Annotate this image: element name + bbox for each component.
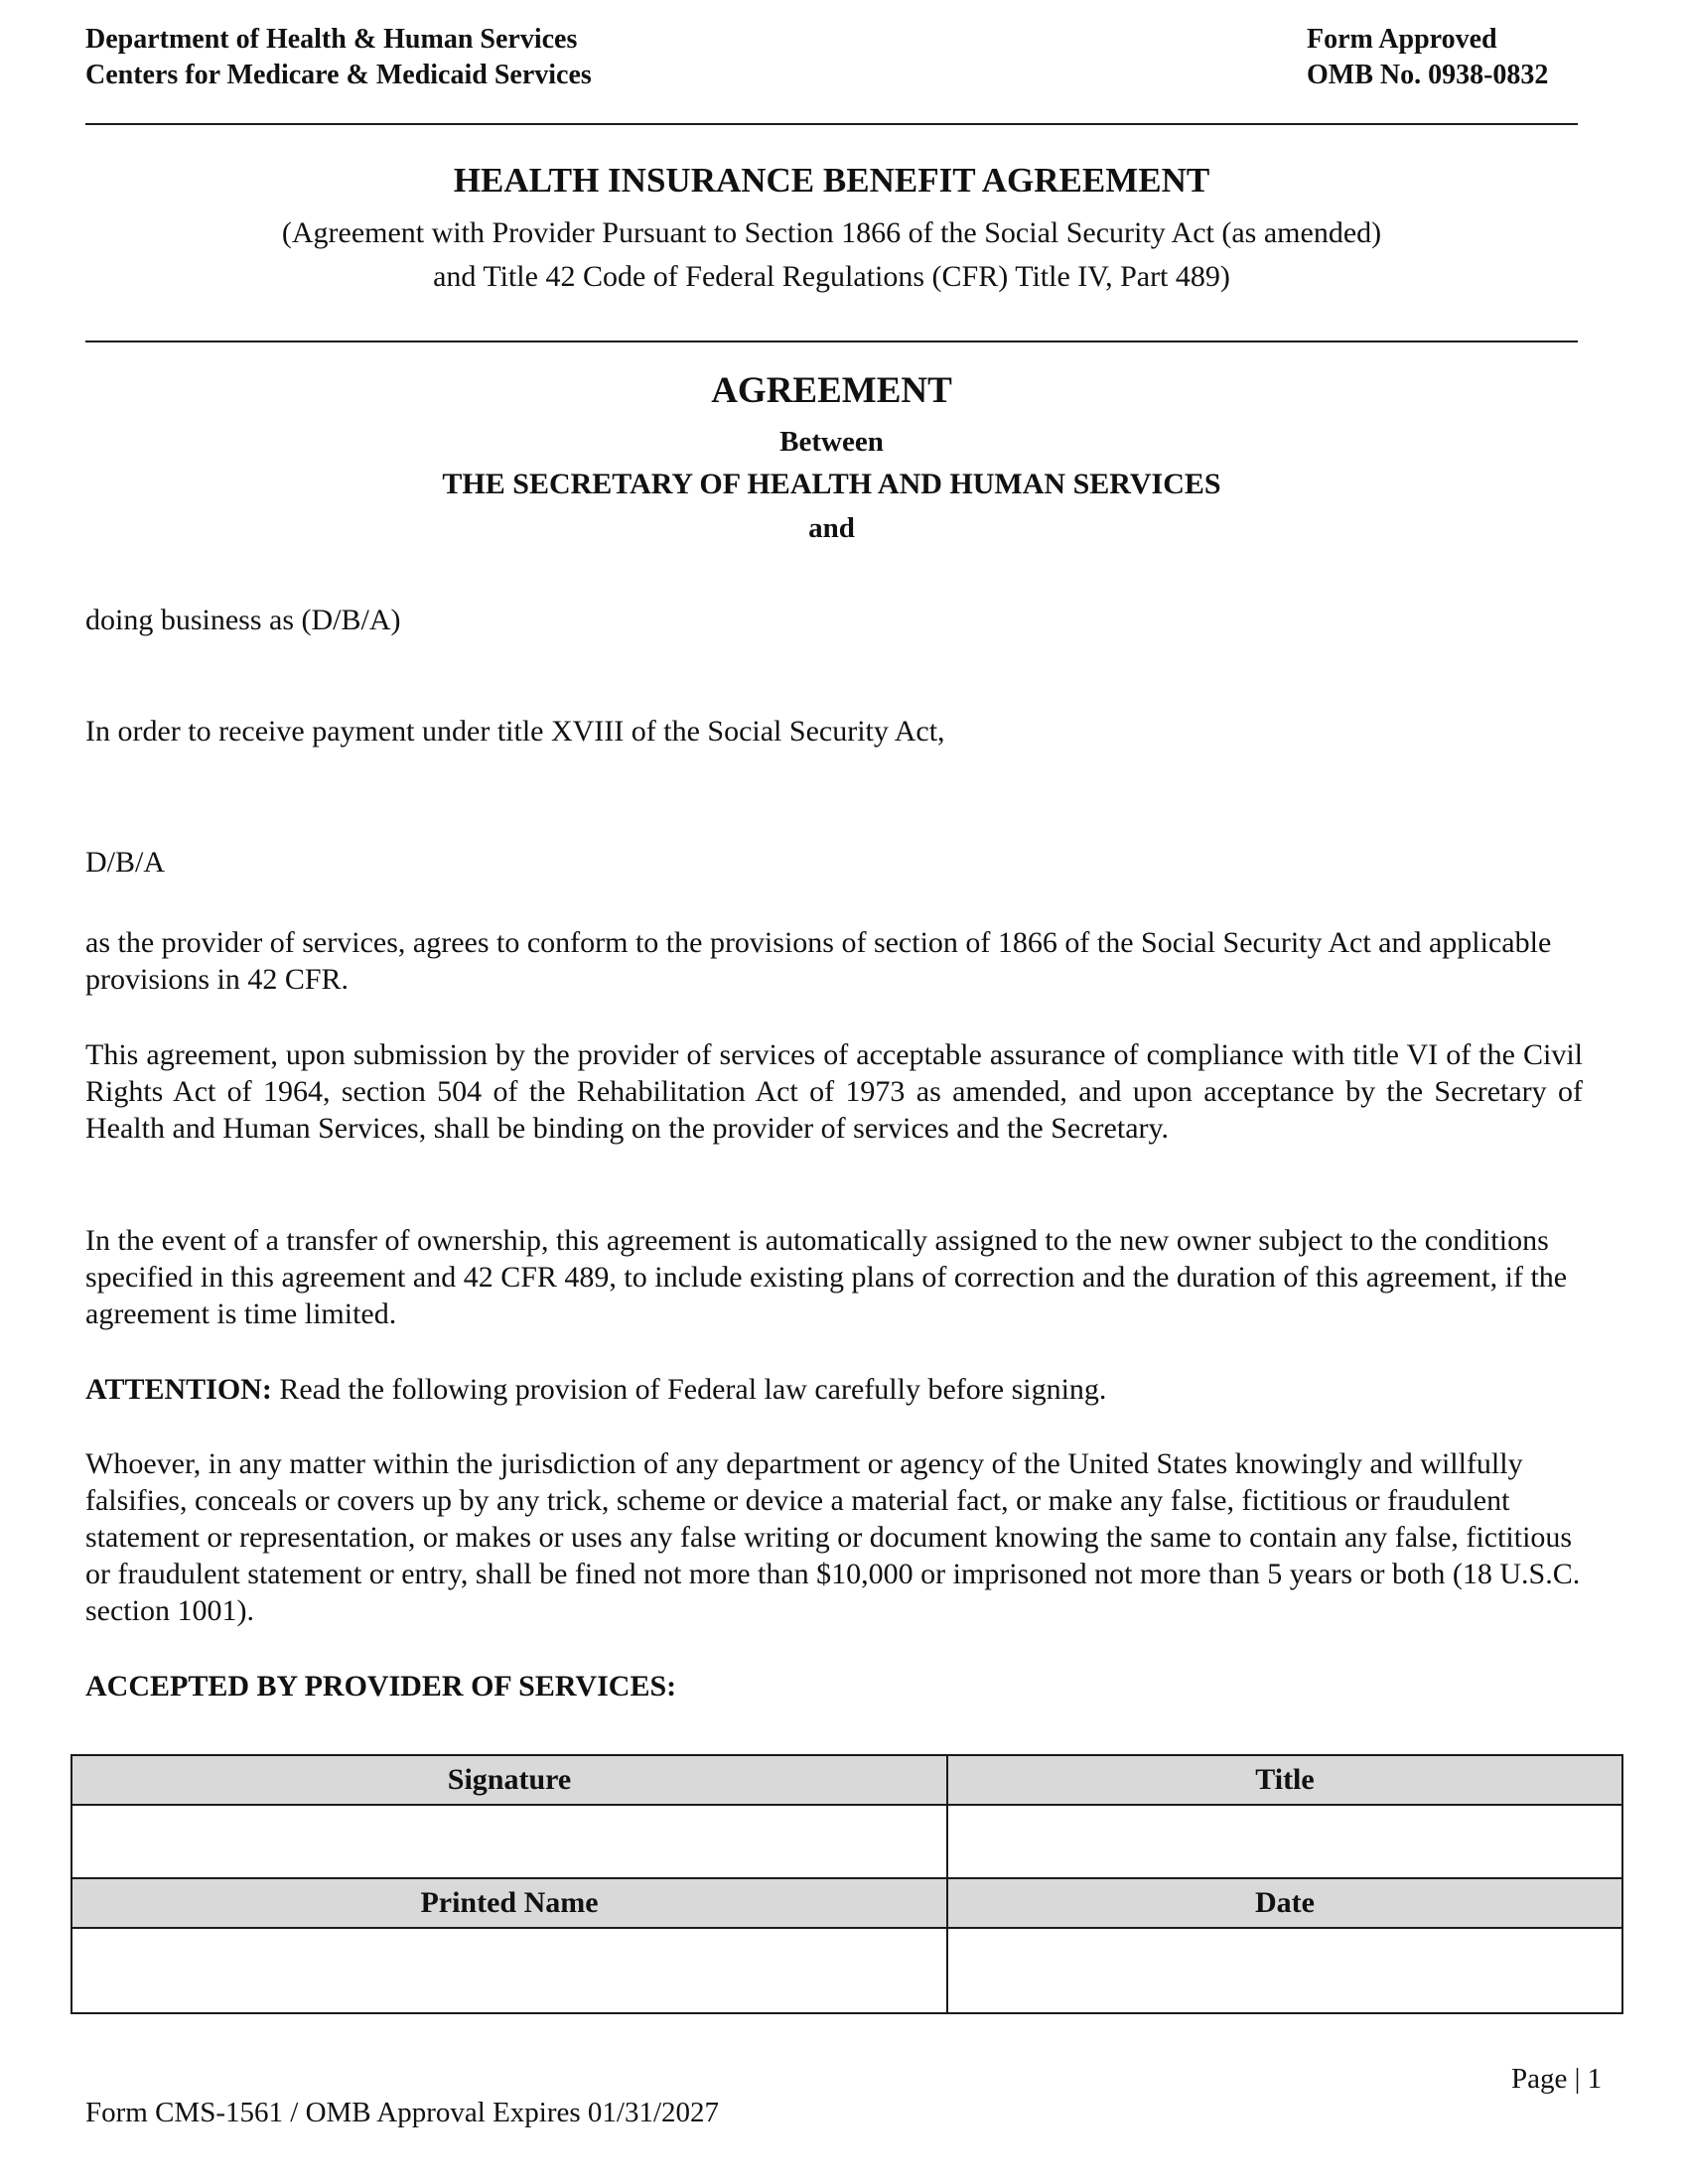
signature-field[interactable] [71,1805,947,1878]
agency-header [85,22,592,93]
title-field[interactable] [947,1805,1622,1878]
between-label: Between [779,426,884,458]
provider-paragraph: as the provider of services, agrees to conform to the provisions of section of 1866 of the Social Security Act and applicable provisions in 42 CFR. [85,926,1552,996]
omb-number: OMB No. 0938-0832 [1307,60,1549,90]
payment-line: In order to receive payment under title XVIII of the Social Security Act, [85,715,945,748]
attention-label: ATTENTION: [85,1373,272,1406]
centers-name: Centers for Medicare & Medicaid Services [85,60,592,90]
date-header: Date [947,1878,1622,1928]
signature-header: Signature [71,1755,947,1805]
and-label: and [808,512,855,544]
department-name: Department of Health & Human Services [85,24,578,55]
header-divider [85,123,1578,125]
printed-name-field[interactable] [71,1928,947,2013]
transfer-paragraph: In the event of a transfer of ownership, this agreement is automatically assigned to the new owner subject to the conditions specified in this agreement and 42 CFR 489, to include existing plans of correction and the duration of this agreement, if the agreement is time limited. [85,1224,1568,1330]
form-approval-block [1307,22,1548,93]
date-field[interactable] [947,1928,1622,2013]
printed-name-header: Printed Name [71,1878,947,1928]
form-subtitle [85,211,1578,299]
subtitle-line-1: (Agreement with Provider Pursuant to Section 1866 of the Social Security Act (as amended) [281,216,1382,249]
secretary-party: THE SECRETARY OF HEALTH AND HUMAN SERVICES [442,468,1221,500]
form-title: HEALTH INSURANCE BENEFIT AGREEMENT [453,161,1210,200]
binding-paragraph: This agreement, upon submission by the provider of services of acceptable assurance of compliance with title VI of the Civil Rights Act of 1964, section 504 of the Rehabilitation Act of 1973 as amended, and upon acceptance by the Secretary of Health and Human Services, shall be binding on the provider of services and the Secretary. [85,1038,1583,1145]
form-footer: Form CMS-1561 / OMB Approval Expires 01/31/2027 [85,2097,720,2128]
agreement-heading: AGREEMENT [711,370,952,411]
page-number: Page | 1 [1511,2063,1603,2095]
subtitle-line-2: and Title 42 Code of Federal Regulations (CFR) Title IV, Part 489) [433,260,1230,293]
signature-table [70,1754,1623,2014]
attention-text: Read the following provision of Federal law carefully before signing. [271,1373,1107,1406]
form-approved-label: Form Approved [1307,24,1497,55]
attention-line [85,1371,1583,1408]
dba-short: D/B/A [85,846,166,879]
penalty-paragraph: Whoever, in any matter within the jurisdiction of any department or agency of the United States knowingly and willfully falsifies, conceals or covers up by any trick, scheme or device a material fact, or make any false, fictitious or fraudulent statement or representation, or makes or uses any false writing or document knowing the same to contain any false, fictitious or fraudulent statement or entry, shall be fined not more than $10,000 or imprisoned not more than 5 years or both (18 U.S.C. section 1001). [85,1447,1581,1627]
accepted-heading: ACCEPTED BY PROVIDER OF SERVICES: [85,1670,677,1703]
dba-line: doing business as (D/B/A) [85,604,401,636]
title-header: Title [947,1755,1622,1805]
title-divider [85,341,1578,342]
